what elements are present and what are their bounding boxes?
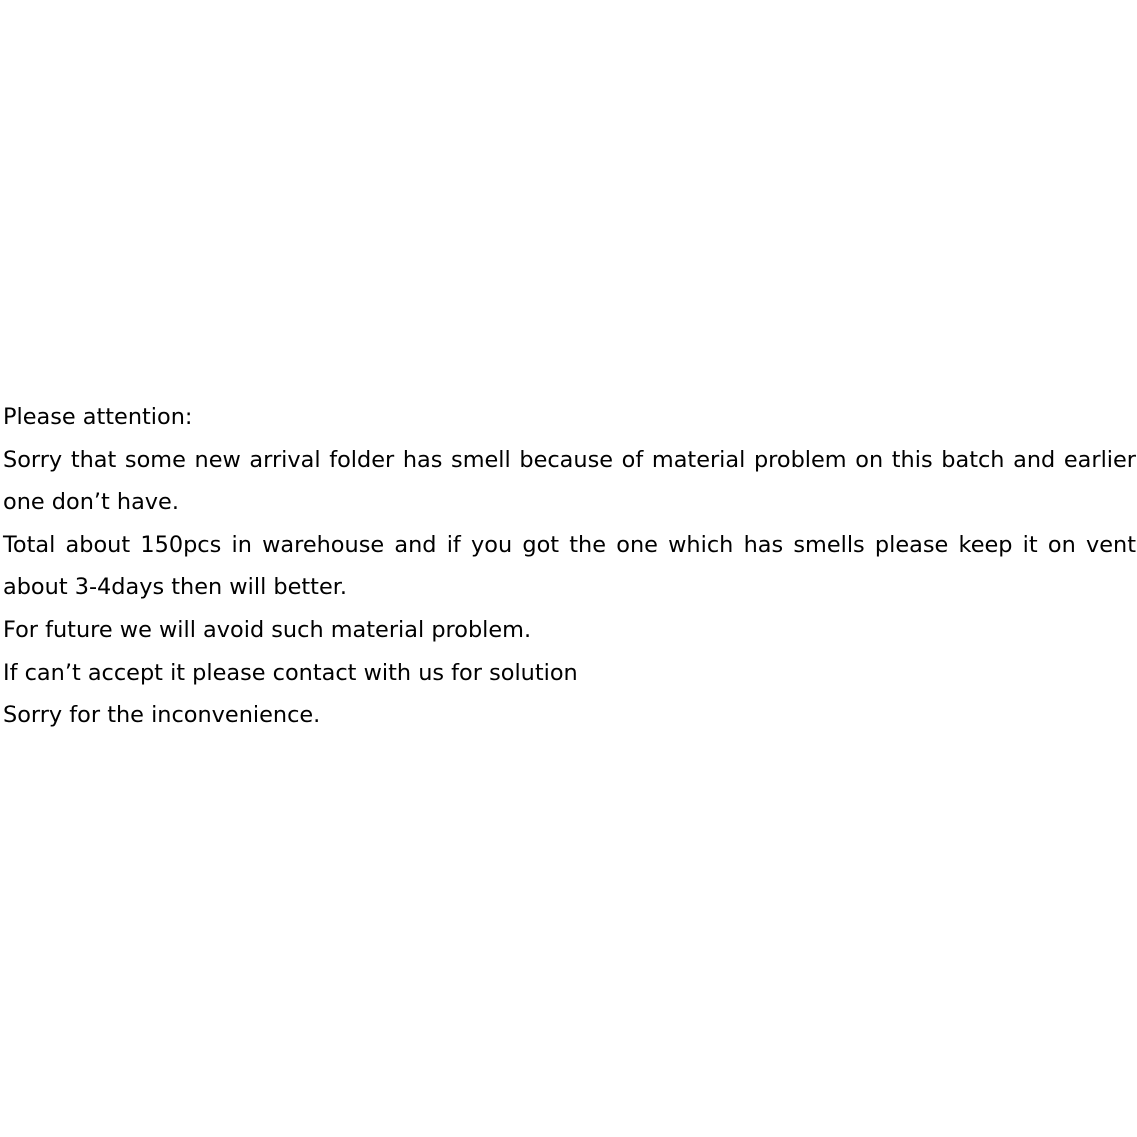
notice-paragraph-smell: Sorry that some new arrival folder has smell because of material problem on this batch and earlier one don’t have. xyxy=(3,446,1136,516)
notice-paragraph-apology: Sorry for the inconvenience. xyxy=(3,702,321,729)
notice-paragraph-warehouse: Total about 150pcs in warehouse and if you got the one which has smells please keep it on vent about 3-4days then will better. xyxy=(3,531,1136,601)
notice-paragraph-future: For future we will avoid such material problem. xyxy=(3,616,532,643)
notice-heading: Please attention: xyxy=(3,404,193,430)
notice-text-block xyxy=(3,396,1136,737)
notice-paragraph-contact: If can’t accept it please contact with us for solution xyxy=(3,659,578,686)
